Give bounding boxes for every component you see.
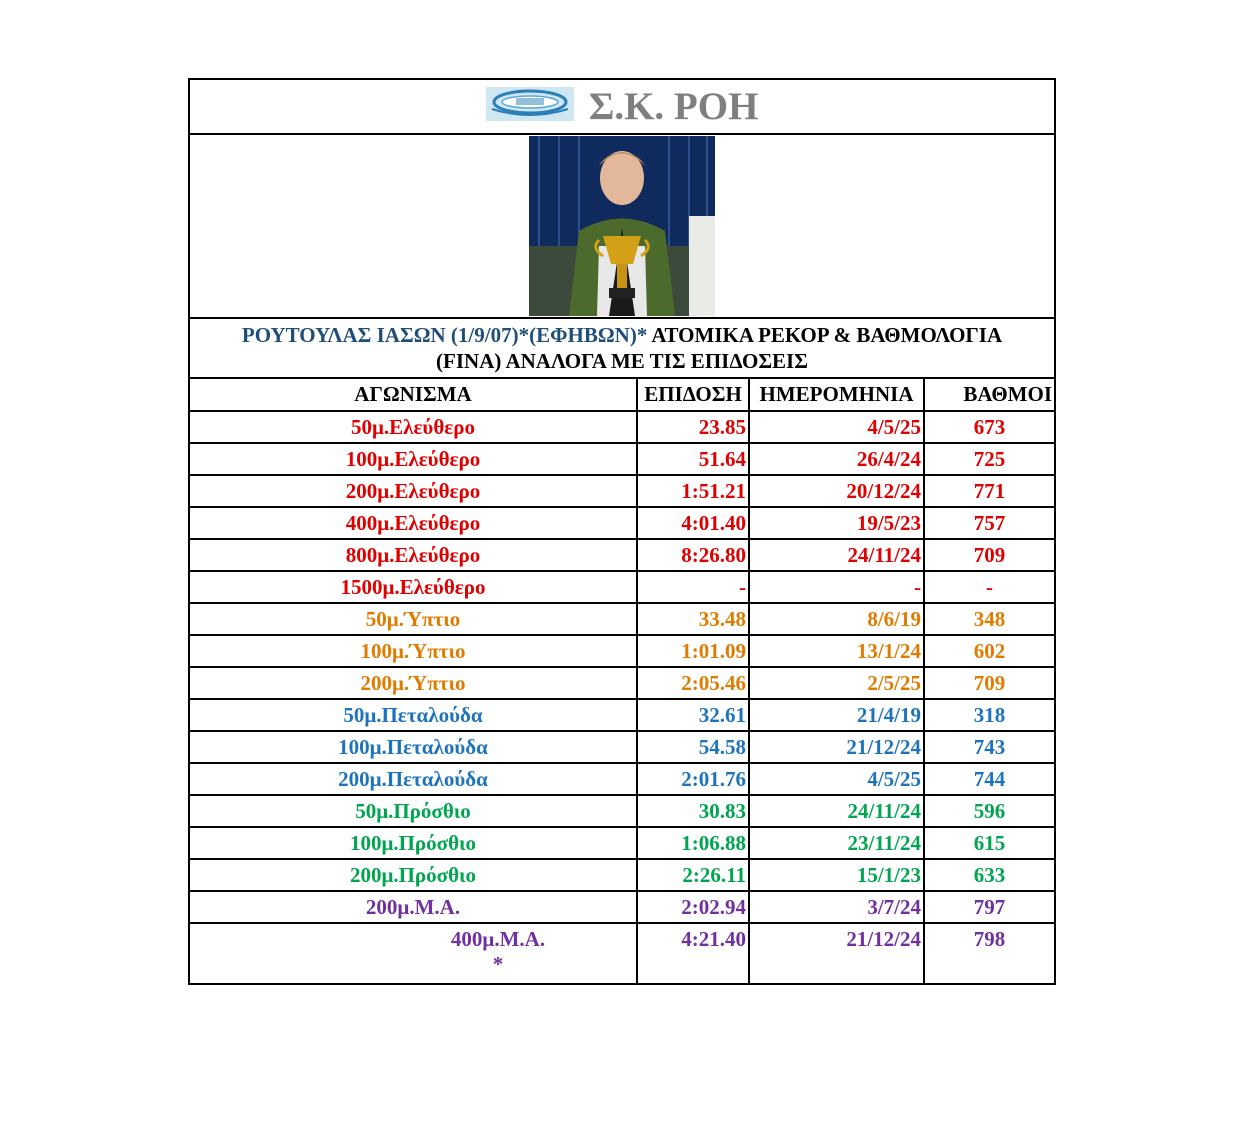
points-cell: 757: [924, 507, 1055, 539]
points-cell: 709: [924, 667, 1055, 699]
points-cell: 725: [924, 443, 1055, 475]
points-cell: 797: [924, 891, 1055, 923]
records-table: [188, 78, 1056, 985]
points-cell: -: [924, 571, 1055, 603]
points-cell: 633: [924, 859, 1055, 891]
time-cell: 2:05.46: [637, 667, 749, 699]
event-cell: 100μ.Πρόσθιο: [189, 827, 637, 859]
table-row: [189, 507, 1055, 539]
points-cell: 602: [924, 635, 1055, 667]
event-label: 400μ.Μ.Α.: [450, 927, 546, 951]
athlete-name: ΡΟΥΤΟΥΛΑΣ ΙΑΣΩΝ (1/9/07)*(ΕΦΗΒΩΝ)*: [241, 323, 648, 347]
event-cell: 100μ.Ύπτιο: [189, 635, 637, 667]
event-cell: 50μ.Πεταλούδα: [189, 699, 637, 731]
time-cell: 33.48: [637, 603, 749, 635]
table-row: [189, 635, 1055, 667]
title-line2: (FINA) ΑΝΑΛΟΓΑ ΜΕ ΤΙΣ ΕΠΙΔΟΣΕΙΣ: [436, 349, 808, 373]
time-cell: 1:01.09: [637, 635, 749, 667]
event-cell: 800μ.Ελεύθερο: [189, 539, 637, 571]
date-cell: 8/6/19: [749, 603, 924, 635]
date-cell: 20/12/24: [749, 475, 924, 507]
records-body: [189, 411, 1055, 984]
club-header: [189, 79, 1055, 134]
table-row: [189, 603, 1055, 635]
table-row: [189, 411, 1055, 443]
athlete-photo-icon: [529, 136, 715, 316]
points-cell: 744: [924, 763, 1055, 795]
date-cell: 3/7/24: [749, 891, 924, 923]
event-cell: 50μ.Ύπτιο: [189, 603, 637, 635]
points-cell: 743: [924, 731, 1055, 763]
time-cell: 30.83: [637, 795, 749, 827]
date-cell: 4/5/25: [749, 763, 924, 795]
header-event: ΑΓΩΝΙΣΜΑ: [189, 378, 637, 411]
date-cell: 15/1/23: [749, 859, 924, 891]
table-row: [189, 571, 1055, 603]
header-date: ΗΜΕΡΟΜΗΝΙΑ: [749, 378, 924, 411]
event-cell: 200μ.Πρόσθιο: [189, 859, 637, 891]
table-row: [189, 827, 1055, 859]
points-cell: 318: [924, 699, 1055, 731]
event-cell: 200μ.Μ.Α.: [189, 891, 637, 923]
table-row: [189, 699, 1055, 731]
points-cell: 798: [924, 923, 1055, 984]
time-cell: 8:26.80: [637, 539, 749, 571]
sheet-title: [189, 318, 1055, 378]
time-cell: 51.64: [637, 443, 749, 475]
points-cell: 348: [924, 603, 1055, 635]
table-row: [189, 539, 1055, 571]
event-cell: 200μ.Πεταλούδα: [189, 763, 637, 795]
date-cell: -: [749, 571, 924, 603]
points-cell: 615: [924, 827, 1055, 859]
time-cell: 1:06.88: [637, 827, 749, 859]
event-cell: 50μ.Πρόσθιο: [189, 795, 637, 827]
records-sheet: [188, 78, 1054, 985]
time-cell: 4:01.40: [637, 507, 749, 539]
date-cell: 24/11/24: [749, 539, 924, 571]
date-cell: 13/1/24: [749, 635, 924, 667]
date-cell: 19/5/23: [749, 507, 924, 539]
event-cell: 1500μ.Ελεύθερο: [189, 571, 637, 603]
time-cell: 32.61: [637, 699, 749, 731]
event-cell: 100μ.Ελεύθερο: [189, 443, 637, 475]
time-cell: 2:02.94: [637, 891, 749, 923]
time-cell: 1:51.21: [637, 475, 749, 507]
points-cell: 596: [924, 795, 1055, 827]
time-cell: 54.58: [637, 731, 749, 763]
date-cell: 24/11/24: [749, 795, 924, 827]
date-cell: 4/5/25: [749, 411, 924, 443]
header-points: ΒΑΘΜΟΙ: [924, 378, 1055, 411]
table-row: [189, 443, 1055, 475]
date-cell: 26/4/24: [749, 443, 924, 475]
event-cell: [189, 923, 637, 984]
points-cell: 673: [924, 411, 1055, 443]
date-cell: 21/4/19: [749, 699, 924, 731]
table-row: [189, 923, 1055, 984]
time-cell: 2:01.76: [637, 763, 749, 795]
event-cell: 50μ.Ελεύθερο: [189, 411, 637, 443]
date-cell: 2/5/25: [749, 667, 924, 699]
time-cell: 4:21.40: [637, 923, 749, 984]
header-time: ΕΠΙΔΟΣΗ: [637, 378, 749, 411]
points-cell: 709: [924, 539, 1055, 571]
time-cell: 2:26.11: [637, 859, 749, 891]
table-row: [189, 795, 1055, 827]
event-cell: 200μ.Ελεύθερο: [189, 475, 637, 507]
table-row: [189, 859, 1055, 891]
date-cell: 21/12/24: [749, 731, 924, 763]
event-cell: 200μ.Ύπτιο: [189, 667, 637, 699]
club-name: Σ.Κ. ΡΟΗ: [588, 85, 759, 128]
time-cell: -: [637, 571, 749, 603]
table-row: [189, 891, 1055, 923]
event-cell: 400μ.Ελεύθερο: [189, 507, 637, 539]
points-cell: 771: [924, 475, 1055, 507]
table-row: [189, 763, 1055, 795]
date-cell: 21/12/24: [749, 923, 924, 984]
time-cell: 23.85: [637, 411, 749, 443]
table-row: [189, 475, 1055, 507]
table-row: [189, 731, 1055, 763]
title-line1: ΑΤΟΜΙΚΑ ΡΕΚΟΡ & ΒΑΘΜΟΛΟΓΙΑ: [647, 323, 1003, 347]
club-logo-icon: [486, 87, 574, 121]
event-note: *: [492, 952, 504, 976]
event-cell: 100μ.Πεταλούδα: [189, 731, 637, 763]
athlete-photo-cell: [189, 134, 1055, 318]
column-headers: [189, 378, 1055, 411]
date-cell: 23/11/24: [749, 827, 924, 859]
table-row: [189, 667, 1055, 699]
